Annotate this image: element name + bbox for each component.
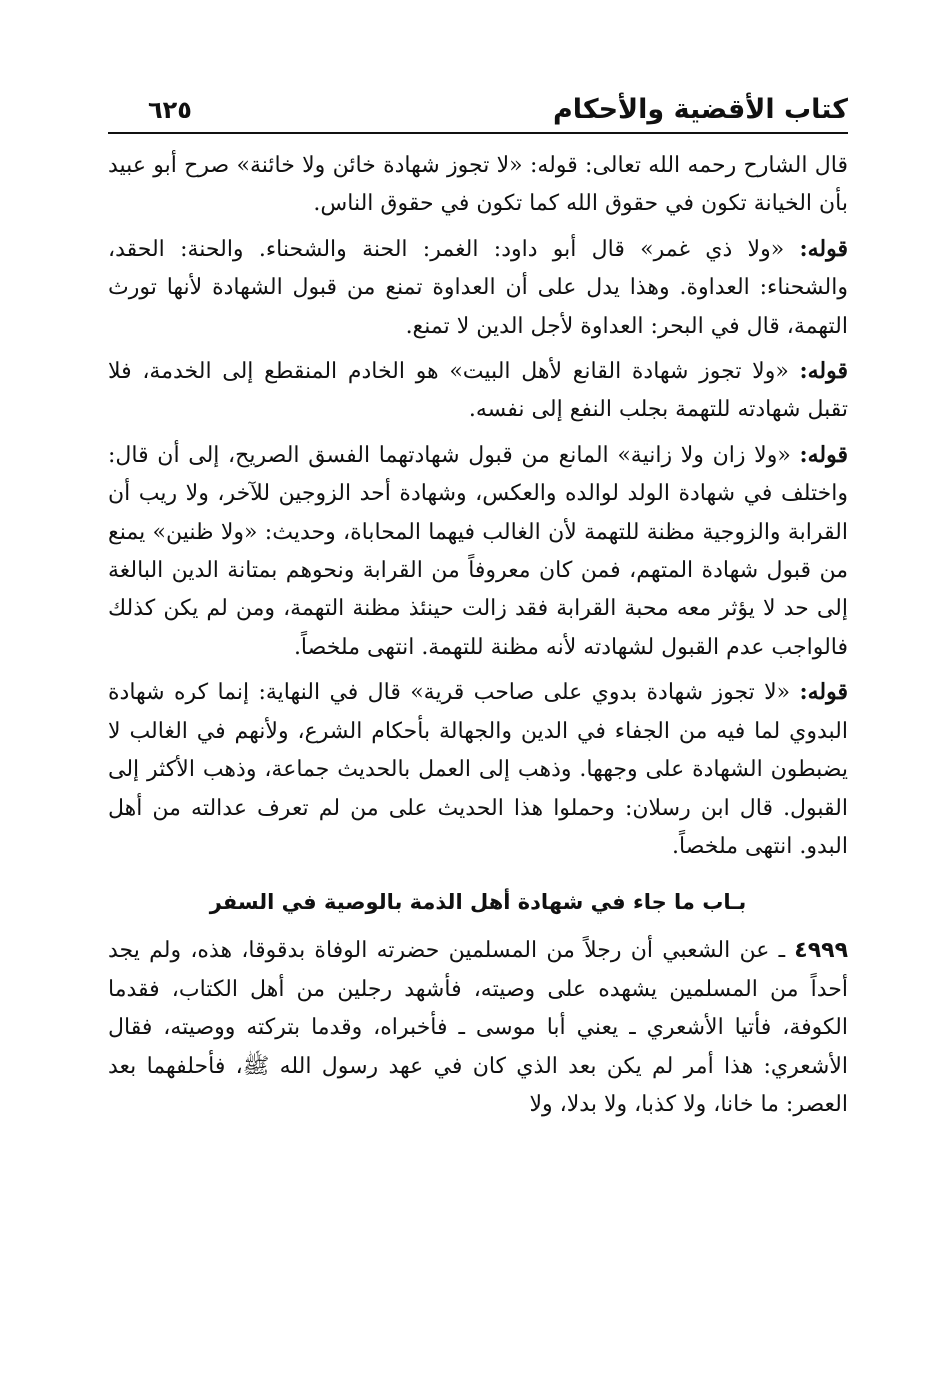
paragraph-text: قال الشارح رحمه الله تعالى: قوله: «لا تجوز شهادة خائن ولا خائنة» صرح أبو عبيد بأن الخيانة تكون في حقوق الله كما تكون في حقوق الناس.: [108, 153, 848, 217]
hadith-paragraph: [108, 932, 848, 1124]
page-body: [108, 146, 848, 1124]
paragraph-lead: قوله:: [799, 358, 848, 385]
hadith-text: ـ عن الشعبي أن رجلاً من المسلمين حضرته الوفاة بدقوقا، هذه، ولم يجد أحداً من المسلمين يشهده على وصيته، فأشهد رجلين من أهل الكتاب، فقدما الكوفة، فأتيا الأشعري ـ يعني أبا موسى ـ فأخبراه، وقدما بتركته ووصيته، فقال الأشعري: هذا أمر لم يكن بعد الذي كان في عهد رسول الله ﷺ، فأحلفهما بعد العصر: ما خانا، ولا كذبا، ولا بدلا، ولا: [108, 938, 848, 1117]
paragraph-text: «لا تجوز شهادة بدوي على صاحب قرية» قال في النهاية: إنما كره شهادة البدوي لما فيه من الجفاء في الدين والجهالة بأحكام الشرع، ولأنهم في الغالب لا يضبطون الشهادة على وجهها. وذهب إلى العمل بالحديث جماعة، وذهب الأكثر إلى القبول. قال ابن رسلان: وحملوا هذا الحديث على من لم تعرف عدالته من أهل البدو. انتهى ملخصاً.: [108, 680, 848, 859]
paragraph-lead: قوله:: [799, 441, 848, 468]
header-rule: [108, 132, 848, 134]
book-page: [108, 80, 848, 1130]
paragraph-text: «ولا تجوز شهادة القانع لأهل البيت» هو الخادم المنقطع إلى الخدمة، فلا تقبل شهادته للتهمة بجلب النفع إلى نفسه.: [108, 359, 848, 423]
running-title: كتاب الأقضية والأحكام: [552, 94, 848, 125]
page-header: [108, 80, 848, 130]
paragraph-lead: قوله:: [799, 679, 848, 706]
chapter-heading: بـاب ما جاء في شهادة أهل الذمة بالوصية في السفر: [209, 890, 747, 915]
paragraph-text: «ولا زان ولا زانية» المانع من قبول شهادتهما الفسق الصريح، إلى أن قال: واختلف في شهادة الولد لوالده والعكس، وشهادة أحد الزوجين للآخر، ولا ريب أن القرابة والزوجية مظنة للتهمة لأن الغالب فيهما المحاباة، وحديث: «ولا ظنين» يمنع من قبول شهادة المتهم، فمن كان معروفاً من القرابة ونحوهم بمتانة الدين البالغة إلى حد لا يؤثر معه محبة القرابة فقد زالت حينئذ مظنة التهمة، ومن لم يكن كذلك فالواجب عدم القبول لشهادته لأنه مظنة للتهمة. انتهى ملخصاً.: [108, 442, 848, 660]
page-number: ٦٢٥: [148, 96, 192, 124]
paragraph: [108, 146, 848, 224]
paragraph-lead: قوله:: [799, 235, 848, 262]
hadith-number: ٤٩٩٩: [794, 938, 848, 964]
paragraph-text: «ولا ذي غمر» قال أبو داود: الغمر: الحنة والشحناء. والحنة: الحقد، والشحناء: العداوة. وهذا يدل على أن العداوة تمنع من قبول الشهادة لأنها تورث التهمة، قال في البحر: العداوة لأجل الدين لا تمنع.: [108, 236, 848, 339]
paragraph: [108, 352, 848, 430]
paragraph: [108, 673, 848, 866]
paragraph: [108, 230, 848, 346]
paragraph: [108, 436, 848, 667]
